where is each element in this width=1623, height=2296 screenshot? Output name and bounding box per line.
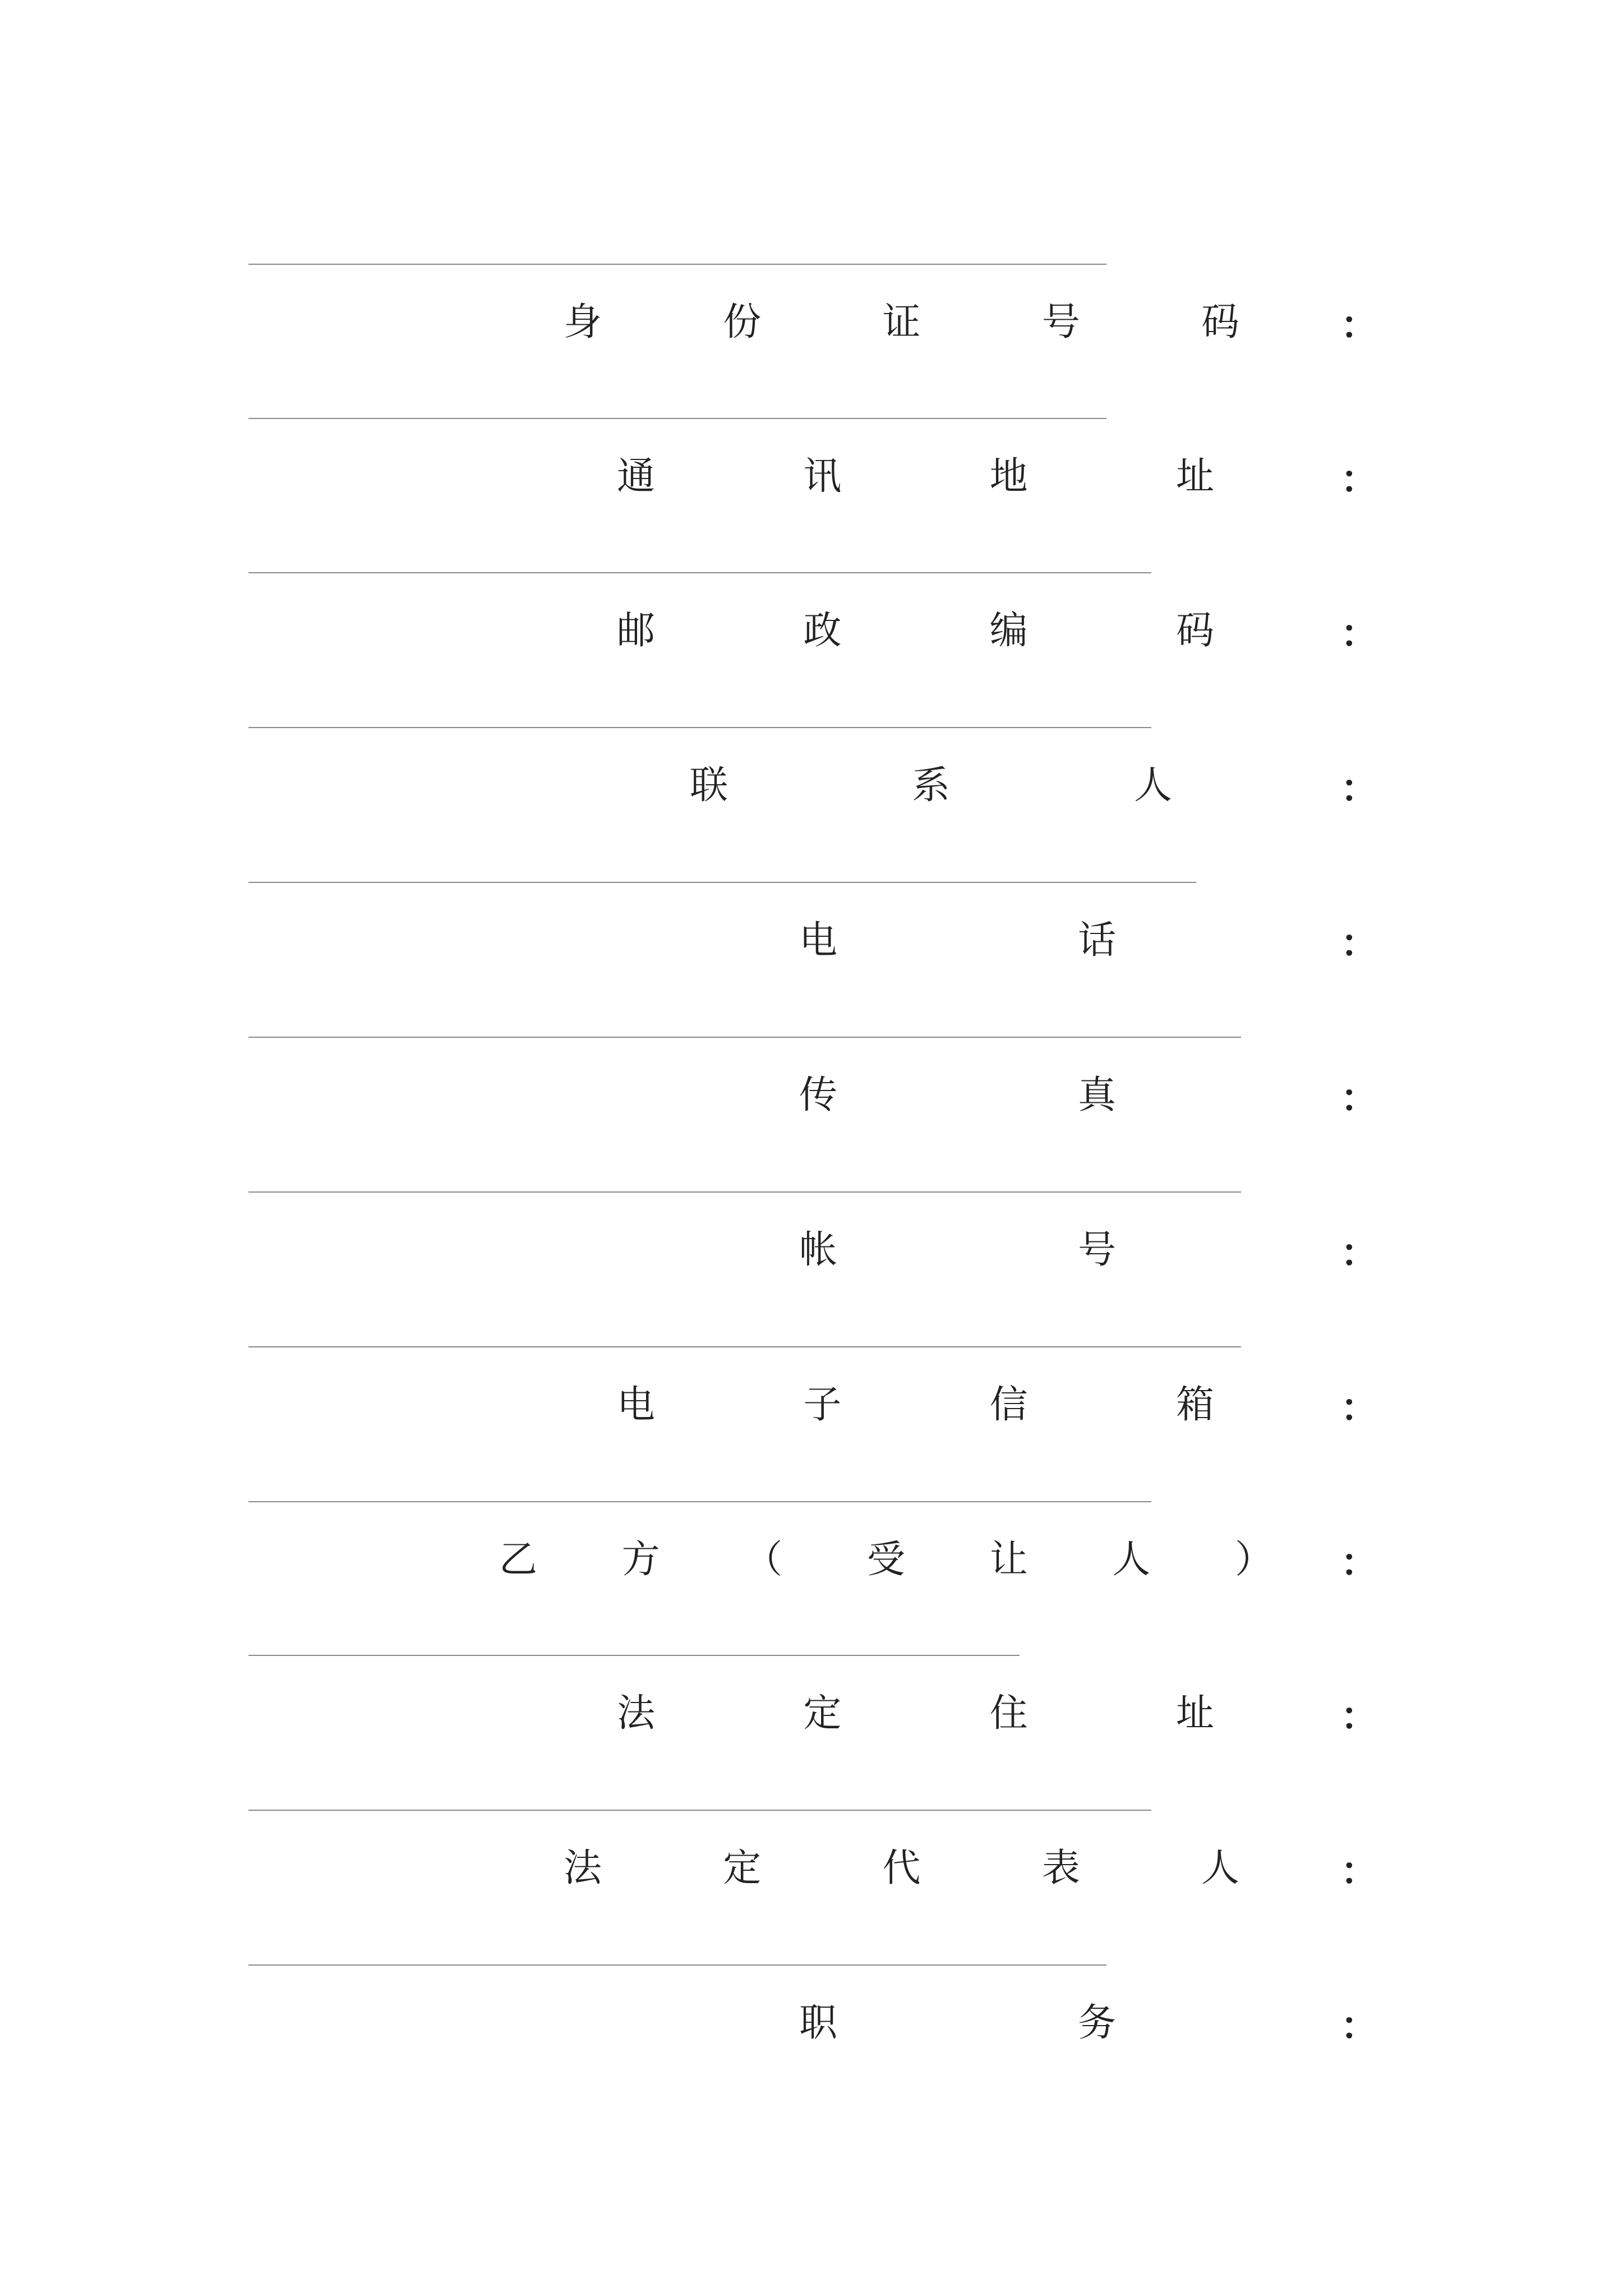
field-label-postal-code: [617, 597, 1214, 665]
label-char: 法: [564, 1846, 602, 1890]
field-colon: ：: [1340, 1076, 1379, 1121]
label-char: 话: [1077, 918, 1116, 963]
label-char: 子: [803, 1383, 842, 1427]
label-char: 让: [989, 1538, 1028, 1582]
label-char: 法: [617, 1691, 656, 1736]
label-char: ）: [1234, 1538, 1273, 1582]
label-char: 务: [1077, 2001, 1116, 2045]
field-label-email: [617, 1372, 1214, 1439]
field-colon: ：: [1340, 766, 1379, 811]
label-char: 证: [882, 300, 921, 344]
label-char: （: [744, 1538, 783, 1582]
field-colon: ：: [1340, 1540, 1379, 1585]
blank-line: [248, 1810, 1151, 1811]
blank-line: [248, 264, 1106, 265]
field-label-legal-address: [617, 1680, 1214, 1747]
label-char: 址: [1175, 454, 1214, 499]
blank-line: [248, 1964, 1106, 1966]
field-colon: ：: [1340, 1231, 1379, 1276]
label-char: 定: [723, 1846, 762, 1890]
label-char: 通: [617, 454, 656, 499]
label-char: 真: [1077, 1073, 1116, 1117]
field-colon: ：: [1340, 921, 1379, 966]
field-label-mailing-address: [617, 443, 1214, 510]
label-char: 码: [1175, 609, 1214, 653]
field-label-legal-representative: [564, 1835, 1239, 1902]
label-char: 址: [1175, 1691, 1214, 1736]
blank-line: [248, 882, 1196, 883]
label-char: 传: [799, 1073, 838, 1117]
label-char: 政: [803, 609, 842, 653]
label-char: 代: [882, 1846, 921, 1890]
label-char: 人: [1133, 763, 1172, 808]
label-char: 住: [989, 1691, 1028, 1736]
label-char: 定: [803, 1691, 842, 1736]
label-char: 电: [799, 918, 838, 963]
label-char: 系: [911, 763, 950, 808]
field-label-position: [799, 1990, 1116, 2057]
field-label-id-number: [564, 289, 1239, 356]
label-char: 电: [617, 1383, 656, 1427]
label-char: 讯: [803, 454, 842, 499]
blank-line: [248, 1191, 1241, 1193]
blank-line: [248, 1037, 1241, 1038]
field-label-fax: [799, 1062, 1116, 1129]
field-label-contact-person: [690, 752, 1172, 820]
label-char: 职: [799, 2001, 838, 2045]
blank-line: [248, 572, 1151, 573]
field-label-account-number: [799, 1217, 1116, 1284]
field-colon: ：: [1340, 303, 1379, 348]
field-colon: ：: [1340, 2004, 1379, 2049]
label-char: 邮: [617, 609, 656, 653]
label-char: 表: [1041, 1846, 1080, 1890]
label-char: 人: [1112, 1538, 1151, 1582]
label-char: 乙: [499, 1538, 538, 1582]
label-char: 身: [564, 300, 602, 344]
label-char: 号: [1041, 300, 1080, 344]
label-char: 受: [866, 1538, 905, 1582]
blank-line: [248, 418, 1106, 419]
blank-line: [248, 1501, 1151, 1502]
field-label-party-b-heading: [499, 1526, 1273, 1594]
label-char: 信: [989, 1383, 1028, 1427]
label-char: 箱: [1175, 1383, 1214, 1427]
field-colon: ：: [1340, 1386, 1379, 1430]
label-char: 帐: [799, 1228, 838, 1272]
field-colon: ：: [1340, 1849, 1379, 1894]
field-colon: ：: [1340, 457, 1379, 502]
label-char: 编: [989, 609, 1028, 653]
blank-line: [248, 1655, 1020, 1656]
label-char: 码: [1201, 300, 1239, 344]
label-char: 人: [1201, 1846, 1239, 1890]
label-char: 联: [690, 763, 728, 808]
blank-line: [248, 727, 1151, 728]
label-char: 方: [621, 1538, 660, 1582]
label-char: 份: [723, 300, 762, 344]
blank-line: [248, 1346, 1241, 1347]
field-label-phone: [799, 907, 1116, 974]
label-char: 地: [989, 454, 1028, 499]
field-colon: ：: [1340, 1694, 1379, 1739]
label-char: 号: [1077, 1228, 1116, 1272]
field-colon: ：: [1340, 611, 1379, 656]
